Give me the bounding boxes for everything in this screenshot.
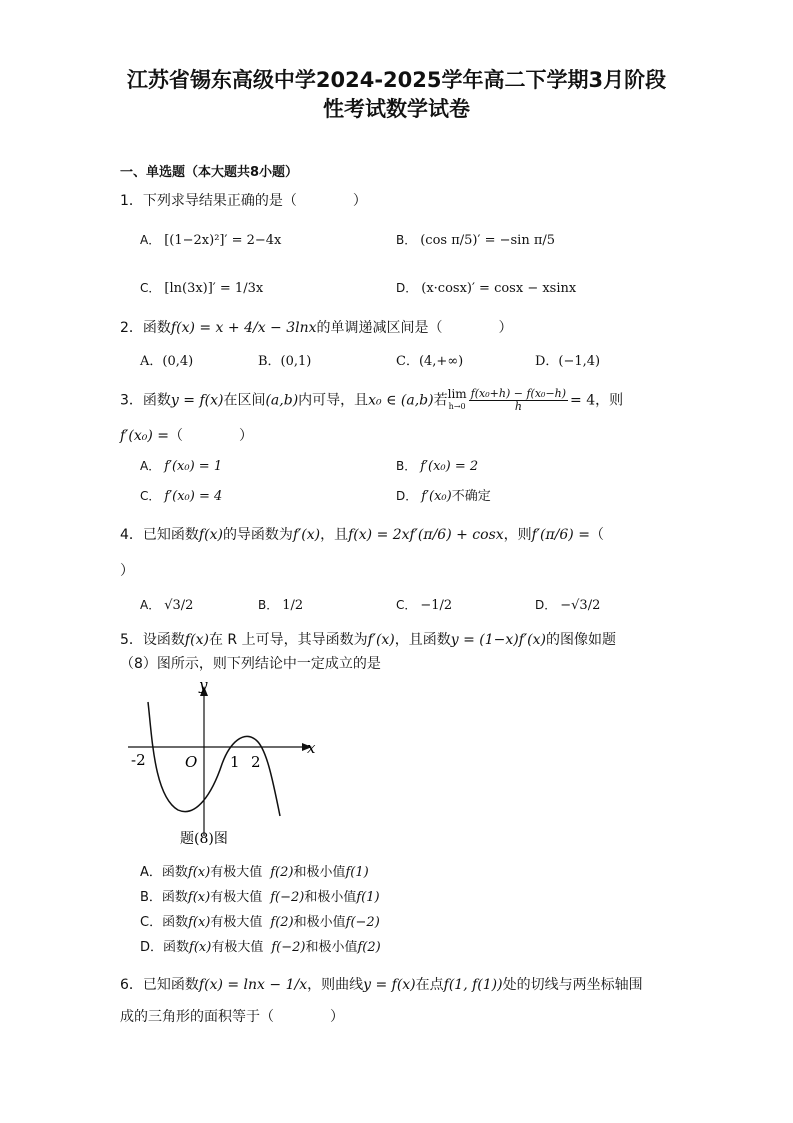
q3-fraction: $\frac{\text{f(x₀+h) − f(x₀−h)}}{h}$	[470, 387, 567, 413]
q4-option-a[interactable]: A． √3/2	[140, 598, 194, 613]
q2-option-d[interactable]: D．(−1,4)	[535, 354, 601, 369]
q2-option-c[interactable]: C．(4,+∞)	[396, 354, 464, 369]
q4-stem: 4．已知函数f(x)的导函数为f′(x)，且f(x) = 2xf′(π/6) + cosx，则f′(π/6) =（	[120, 527, 604, 543]
q2-option-a[interactable]: A．(0,4)	[140, 354, 194, 369]
q5-stem-line2: （8）图所示，则下列结论中一定成立的是	[120, 656, 381, 672]
q5-stem: 5．设函数f(x)在 R 上可导，其导函数为f′(x)，且函数y = (1−x)f′(x)的图像如题	[120, 632, 616, 648]
tick-label-neg2: -2	[131, 751, 146, 769]
q5-figure	[120, 676, 330, 848]
q3-option-d[interactable]: D． f′(x₀)不确定	[396, 489, 491, 504]
q1-option-a[interactable]: A． [(1−2x)²]′ = 2−4x	[140, 233, 282, 248]
q6-stem-line2: 成的三角形的面积等于（ ）	[120, 1009, 344, 1025]
q4-option-b[interactable]: B． 1/2	[258, 598, 304, 613]
q1-stem: 1．下列求导结果正确的是（ ）	[120, 193, 367, 209]
q4-option-c[interactable]: C． −1/2	[396, 598, 453, 613]
q3-limit: lim h→0	[447, 387, 467, 411]
q1-option-c[interactable]: C． [ln(3x)]′ = 1/3x	[140, 281, 264, 296]
q5-option-a[interactable]: A．函数f(x)有极大值 f(2)和极小值f(1)	[140, 865, 369, 880]
q3-option-b[interactable]: B． f′(x₀) = 2	[396, 459, 479, 474]
q3-stem: 3．函数y = f(x)在区间(a,b)内可导，且x₀ ∈ (a,b)若lim h→0 $\frac{\text{f(x₀+h) − f(x₀−h)}}{h}$ = 4，则	[120, 387, 624, 413]
q5-option-b[interactable]: B．函数f(x)有极大值 f(−2)和极小值f(1)	[140, 890, 380, 905]
tick-label-2: 2	[251, 753, 261, 771]
q3-stem-line2: f′(x₀) =（ ）	[120, 428, 253, 444]
title-line-1: 江苏省锡东高级中学2024-2025学年高二下学期3月阶段	[126, 68, 667, 92]
section-heading: 一、单选题（本大题共8小题）	[120, 165, 299, 180]
origin-label: O	[185, 753, 198, 771]
q1-option-b[interactable]: B． (cos π/5)′ = −sin π/5	[396, 233, 556, 248]
x-axis-label: x	[307, 739, 316, 757]
q1-option-d[interactable]: D． (x·cosx)′ = cosx − xsinx	[396, 281, 577, 296]
q6-stem: 6．已知函数f(x) = lnx − 1/x，则曲线y = f(x)在点f(1, f(1))处的切线与两坐标轴围	[120, 977, 643, 993]
y-axis-label: y	[199, 676, 208, 694]
q4-stem-line2: ）	[120, 563, 134, 579]
q2-stem: 2．函数f(x) = x + 4/x − 3lnx的单调递减区间是（ ）	[120, 320, 513, 336]
q5-option-d[interactable]: D．函数f(x)有极大值 f(−2)和极小值f(2)	[140, 940, 381, 955]
q5-option-c[interactable]: C．函数f(x)有极大值 f(2)和极小值f(−2)	[140, 915, 380, 930]
tick-label-1: 1	[230, 753, 240, 771]
paper-title	[60, 66, 733, 124]
figure-caption: 题(8)图	[180, 831, 228, 847]
q2-option-b[interactable]: B．(0,1)	[258, 354, 312, 369]
q4-option-d[interactable]: D． −√3/2	[535, 598, 601, 613]
q3-option-c[interactable]: C． f′(x₀) = 4	[140, 489, 223, 504]
title-line-2: 性考试数学试卷	[323, 97, 470, 121]
q3-option-a[interactable]: A． f′(x₀) = 1	[140, 459, 223, 474]
